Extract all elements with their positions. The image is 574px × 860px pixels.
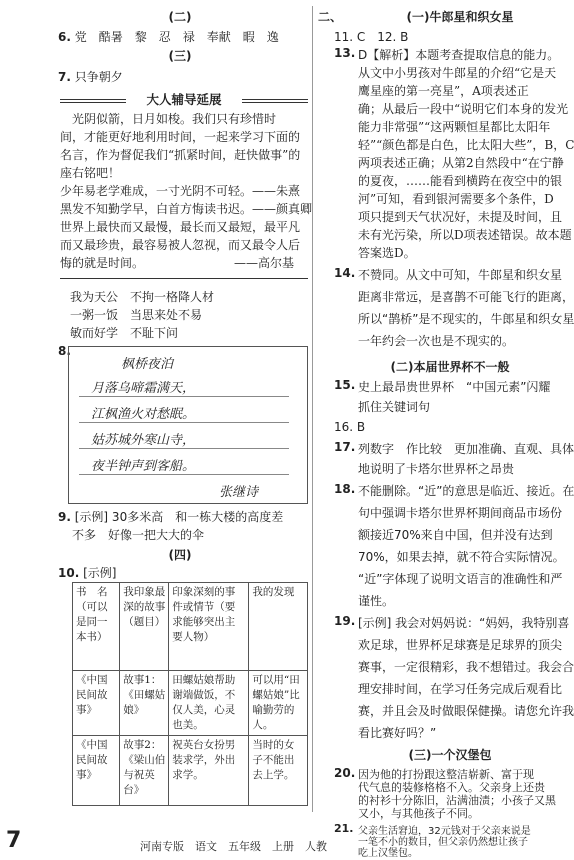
item13-line: 答案选D。 [358, 246, 416, 260]
table-header: 书 名（可以是同一本书） [73, 583, 120, 671]
item13-line: 河”可知，看到银河需要多个条件，D [358, 192, 554, 206]
item21-line: 吃上汉堡包。 [358, 848, 418, 859]
item9 [58, 508, 283, 525]
item20-line: 因为他的打扮跟这整洁崭新、富于现 [358, 768, 534, 781]
item13-line: 确；从最后一段中“说明它们本身的发光 [358, 102, 569, 116]
table-row [73, 736, 308, 806]
item6-number: 6. [58, 30, 71, 44]
item18-line: 句中强调卡塔尔世界杯期间商品市场份 [358, 506, 563, 520]
item16: 16. B [334, 420, 366, 434]
table-cell: 可以用“田螺姑娘”比喻勤劳的人。 [249, 671, 308, 736]
table-cell: 故事1：《田螺姑娘》 [120, 671, 169, 736]
part2-title: (二) [168, 10, 192, 24]
poem-title: 枫桥夜泊 [121, 357, 174, 372]
table-header: 印象深刻的事件或情节（要求能够突出主要人物） [169, 583, 249, 671]
item20-number: 20. [334, 766, 356, 780]
footer-text: 河南专版 语文 五年级 上册 人教 [140, 840, 327, 853]
item17-line: 列数字 作比较 更加准确、直观、具体 [358, 442, 574, 456]
part3-sub-title: (三)一个汉堡包 [408, 748, 492, 762]
table-cell: 《中国民间故事》 [73, 671, 120, 736]
story-table [72, 582, 308, 806]
table-header-row [73, 583, 308, 671]
item15-number: 15. [334, 378, 356, 392]
item19-line: 欢足球，世界杯足球赛是足球界的顶尖 [358, 638, 563, 652]
table-cell: 田螺姑娘帮助谢端做饭，不仅人美，心灵也美。 [169, 671, 249, 736]
item18-line: 不能删除。“近”的意思是临近、接近。在 [358, 484, 574, 498]
banner-line: 名言，作为督促我们“抓紧时间，赶快做事”的 [60, 148, 301, 162]
banner-title: 大人辅导延展 [126, 90, 242, 108]
item18-line: 70%，如果去掉，就不符合实际情况。 [358, 550, 565, 564]
item13-number: 13. [334, 46, 356, 60]
table-header: 我的发现 [249, 583, 308, 671]
item7-number: 7. [58, 70, 71, 84]
item20-line: 的衬衫十分陈旧，沾满油渍；小孩子又黑 [358, 794, 556, 807]
banner-line: 悔的就是时间。 ——高尔基 [60, 256, 295, 270]
item13-line: 轻”“颜色都是白色，比太阳大些”，B，C [358, 138, 574, 152]
table-cell: 当时的女子不能出去上学。 [249, 736, 308, 806]
item18-line: 谨性。 [358, 594, 395, 608]
table-cell: 《中国民间故事》 [73, 736, 120, 806]
banner-line: 光阴似箭，日月如梭。我们只有珍惜时 [60, 112, 277, 126]
item19-line: 赛，并且会及时做眼保健操。请您允许我 [358, 704, 574, 718]
item17-number: 17. [334, 440, 356, 454]
item19-line: [示例] 我会对妈妈说：“妈妈，我特别喜 [358, 616, 570, 630]
poem-line: 姑苏城外寒山寺， [91, 433, 196, 448]
item9-line: [示例] 30多米高 和一栋大楼的高度差 [74, 510, 284, 524]
banner-bottom-rule [60, 278, 308, 279]
poem-rule [79, 422, 289, 423]
poem-rule [79, 396, 289, 397]
table-header: 我印象最深的故事（题目） [120, 583, 169, 671]
item13-line: 未有光污染，所以D项表述错误。故本题 [358, 228, 572, 242]
poem-box [68, 346, 308, 504]
words-row: 敏而好学 不耻下问 [70, 326, 179, 340]
item9-number: 9. [58, 510, 71, 524]
item21-number: 21. [334, 822, 354, 835]
item10-number: 10. [58, 566, 80, 580]
item9-line: 不多 好像一把大大的伞 [72, 528, 205, 542]
banner-line: 少年易老学难成，一寸光阴不可轻。——朱熹 [60, 184, 301, 198]
poem-rule [79, 474, 289, 475]
banner-line: 黑发不知勤学早，白首方悔读书迟。——颜真卿 [60, 202, 313, 216]
page-number: 7 [6, 828, 22, 853]
banner-line: 间，才能更好地利用时间，一起来学习下面的 [60, 130, 301, 144]
item6 [58, 28, 279, 45]
poem-author: 张继诗 [219, 485, 259, 500]
item15-line: 史上最昂贵世界杯 “中国元素”闪耀 [358, 380, 551, 394]
poem-line: 月落乌啼霜满天， [91, 381, 196, 396]
item18-line: “近”字体现了说明文语言的准确性和严 [358, 572, 563, 586]
banner-line: 而又最珍贵，最容易被人忽视，而又最令人后 [60, 238, 301, 252]
item19-number: 19. [334, 614, 356, 628]
item10 [58, 564, 116, 581]
item13-line: 鹰星座的第一亮星”，A项表述正 [358, 84, 529, 98]
part4-title: (四) [168, 548, 192, 562]
part1-title: (一)牛郎星和织女星 [406, 10, 514, 24]
item21-line: 父亲生活窘迫，32元钱对于父亲来说是 [358, 826, 531, 837]
banner-header [60, 92, 308, 106]
item19-line: 看比赛好吗？” [358, 726, 437, 740]
item19-line: 理安排时间，在学习任务完成后观看比 [358, 682, 563, 696]
words-row: 我为天公 不拘一格降人材 [70, 290, 215, 304]
item6-answer: 党 酷暑 黎 忍 禄 奉献 暇 逸 [74, 30, 279, 44]
table-cell: 故事2：《梁山伯与祝英台》 [120, 736, 169, 806]
banner-line: 世界上最快而又最慢，最长而又最短，最平凡 [60, 220, 301, 234]
item14-line: 所以“鹊桥”是不现实的，牛郎星和织女星 [358, 312, 574, 326]
item13-line: 两项表述正确；从第2自然段中“在宁静 [358, 156, 564, 170]
item13-line: 的夏夜，……能看到横跨在夜空中的银 [358, 174, 563, 188]
item14-number: 14. [334, 266, 356, 280]
item20-line: 代气息的装修格格不入。父亲身上还贵 [358, 781, 545, 794]
item14-line: 不赞同。从文中可知，牛郎星和织女星 [358, 268, 563, 282]
item7-answer: 只争朝夕 [74, 70, 123, 84]
item10-label: [示例] [83, 566, 117, 580]
part3-title: (三) [168, 49, 192, 63]
item13-line: D【解析】本题考查提取信息的能力。 [358, 48, 560, 62]
column-divider [312, 6, 313, 812]
item18-line: 额接近70%来自中国，但并没有达到 [358, 528, 553, 542]
item13-line: 项只提到天气状况好，未提及时间，且 [358, 210, 563, 224]
item21-line: 一笔不小的数目，但父亲仍然想让孩子 [358, 837, 528, 848]
item20-line: 又小，与其他孩子不同。 [358, 807, 479, 820]
item14-line: 距离非常远，是喜鹊不可能飞行的距离， [358, 290, 574, 304]
part2-label: 二、 [318, 10, 343, 24]
part2-sub-title: (二)本届世界杯不一般 [390, 360, 510, 374]
item15-line: 抓住关键词句 [358, 400, 431, 414]
item14-line: 一年约会一次也是不现实的。 [358, 334, 515, 348]
poem-rule [79, 448, 289, 449]
table-row [73, 671, 308, 736]
poem-line: 夜半钟声到客船。 [91, 459, 196, 474]
item13-line: 从文中小男孩对牛郎星的介绍“它是天 [358, 66, 557, 80]
item13-line: 能力非常强”“这两颗恒星都比太阳年 [358, 120, 551, 134]
item19-line: 赛事，一定很精彩，我不想错过。我会合 [358, 660, 574, 674]
item8-number: 8. [58, 344, 71, 358]
item18-number: 18. [334, 482, 356, 496]
table-cell: 祝英台女扮男装求学，外出求学。 [169, 736, 249, 806]
item17-line: 地说明了卡塔尔世界杯之昂贵 [358, 462, 515, 476]
poem-line: 江枫渔火对愁眠。 [91, 407, 196, 422]
item11-12: 11. C 12. B [334, 30, 409, 44]
item7 [58, 68, 123, 85]
words-row: 一粥一饭 当思来处不易 [70, 308, 203, 322]
banner-line: 座右铭吧！ [60, 166, 121, 180]
